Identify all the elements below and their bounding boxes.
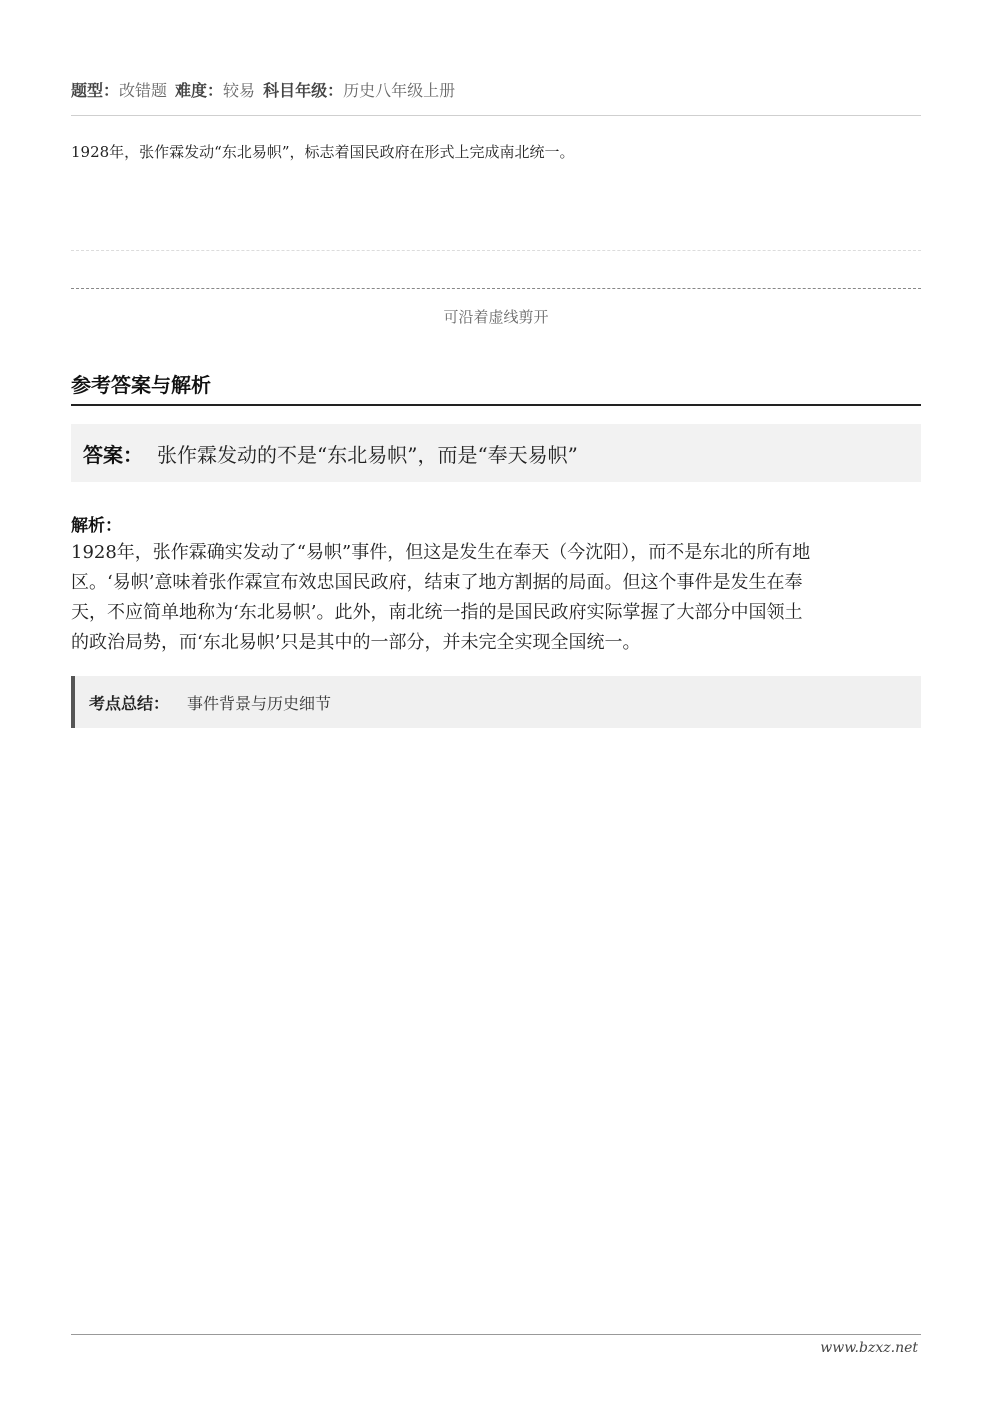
answer-space-line <box>71 250 921 251</box>
difficulty-value: 较易 <box>223 81 256 100</box>
section-title: 参考答案与解析 <box>71 373 211 397</box>
analysis-line: 的政治局势，而‘东北易帜’只是其中的一部分，并未完全实现全国统一。 <box>71 632 641 653</box>
footer-divider <box>71 1334 921 1335</box>
header-divider <box>71 115 921 116</box>
subject-value: 历史八年级上册 <box>343 81 456 100</box>
type-value: 改错题 <box>119 81 168 100</box>
type-label: 题型： <box>71 81 120 100</box>
analysis-label: 解析： <box>71 516 122 536</box>
answer-label: 答案： <box>83 442 143 467</box>
summary-text: 事件背景与历史细节 <box>187 693 332 713</box>
section-divider <box>71 404 921 406</box>
summary-label: 考点总结： <box>89 693 170 713</box>
question-meta <box>71 78 455 101</box>
cut-note: 可沿着虚线剪开 <box>443 308 549 326</box>
analysis-line: 区。‘易帜’意味着张作霖宣布效忠国民政府，结束了地方割据的局面。但这个事件是发生在奉 <box>71 572 803 593</box>
cut-line <box>71 288 921 289</box>
footer-url: www.bzxz.net <box>820 1340 918 1356</box>
answer-text: 张作霖发动的不是“东北易帜”，而是“奉天易帜” <box>157 442 578 467</box>
summary-box <box>71 676 921 728</box>
analysis-line: 1928年，张作霖确实发动了“易帜”事件，但这是发生在奉天（今沈阳），而不是东北的所有地 <box>71 542 811 563</box>
subject-label: 科目年级： <box>263 81 344 100</box>
answer-box <box>71 424 921 482</box>
question-text: 1928年，张作霖发动“东北易帜”，标志着国民政府在形式上完成南北统一。 <box>71 143 575 161</box>
analysis-line: 天，不应简单地称为‘东北易帜’。此外，南北统一指的是国民政府实际掌握了大部分中国领土 <box>71 602 803 623</box>
analysis-text <box>71 538 921 658</box>
difficulty-label: 难度： <box>175 81 224 100</box>
